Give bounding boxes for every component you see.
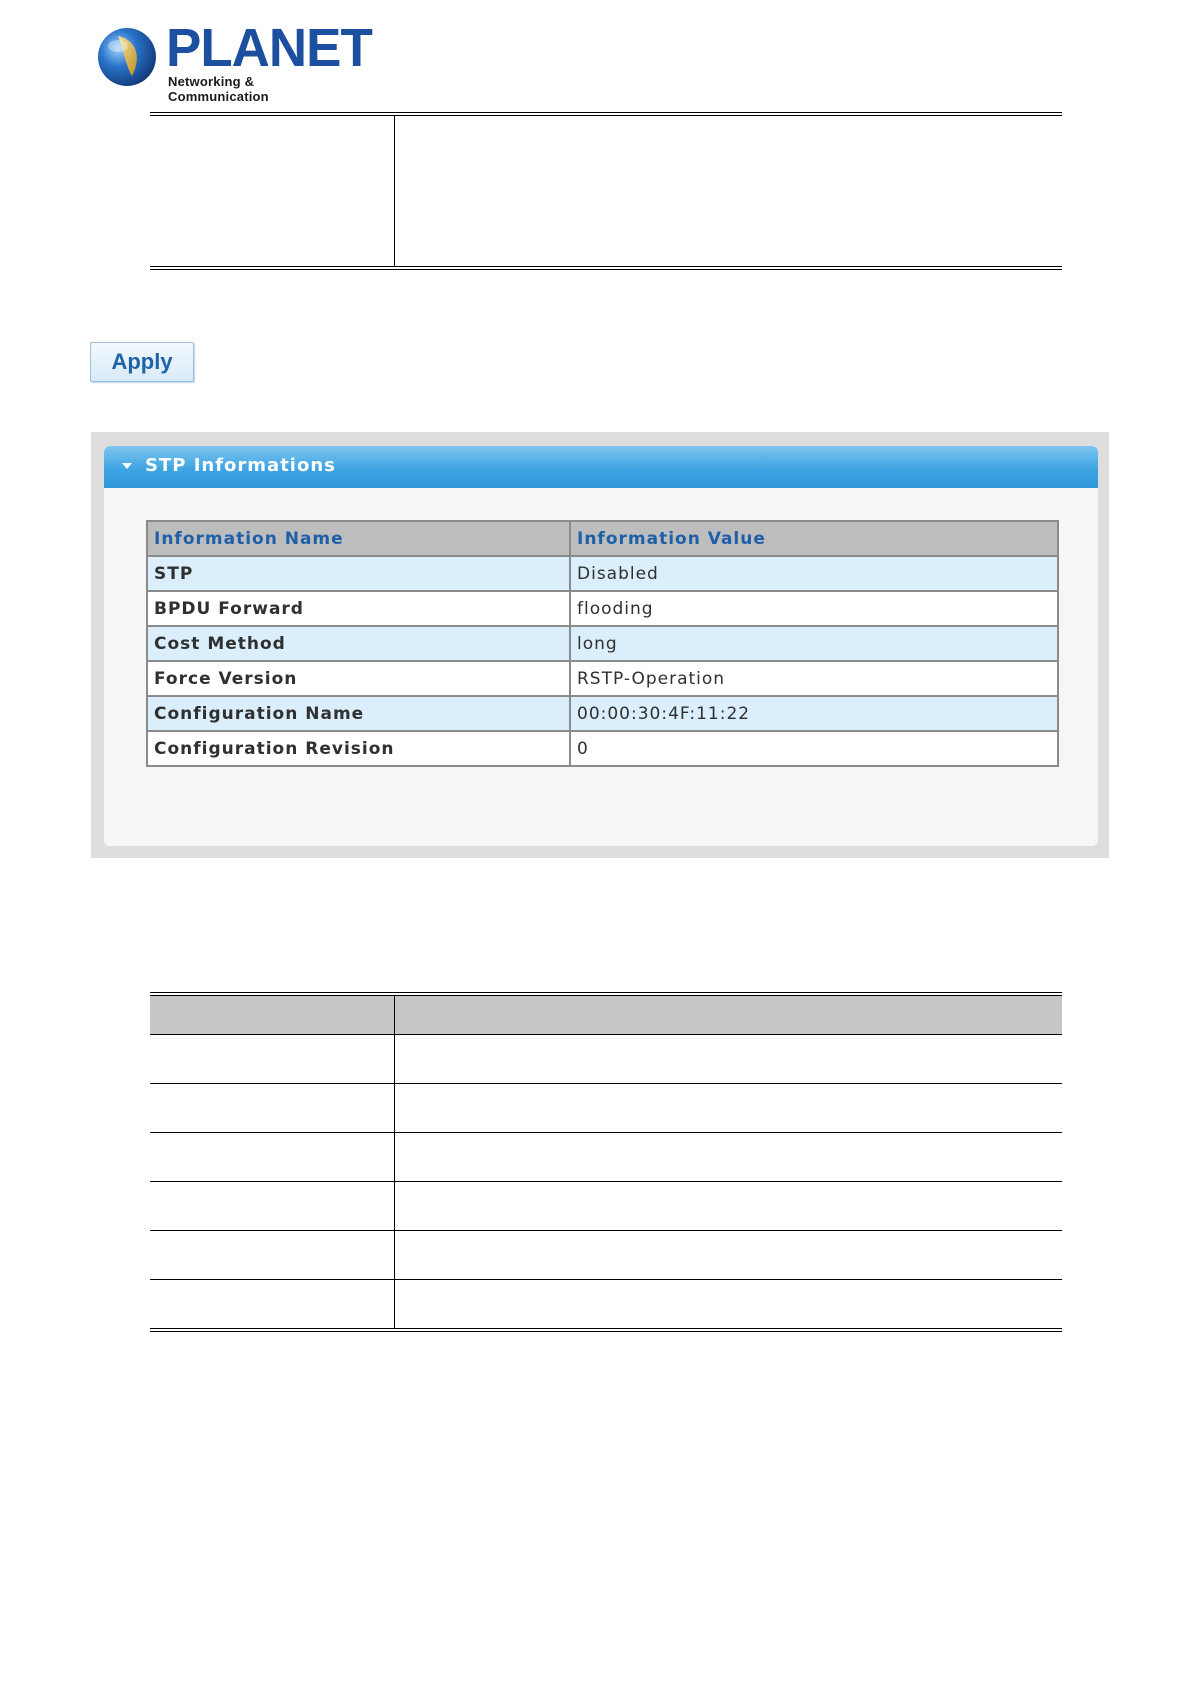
row-divider [150,1132,1062,1133]
table-header-band [150,996,1062,1035]
row-divider [150,1083,1062,1084]
info-value-cell: 00:00:30:4F:11:22 [570,696,1058,731]
table-row [147,556,1058,591]
table-header-row [147,521,1058,556]
info-name-cell: STP [147,556,570,591]
column-header-information-name: Information Name [147,521,570,556]
apply-button[interactable]: Apply [90,342,194,382]
row-divider [150,1279,1062,1280]
document-table-bottom [150,992,1062,1332]
stp-informations-panel [91,432,1109,858]
row-divider [150,1181,1062,1182]
globe-logo-icon [96,26,158,88]
row-divider [150,1230,1062,1231]
info-value-cell: Disabled [570,556,1058,591]
info-name-cell: Cost Method [147,626,570,661]
column-divider [394,996,395,1328]
info-name-cell: Configuration Revision [147,731,570,766]
table-row [147,661,1058,696]
panel-header[interactable] [104,446,1098,488]
info-value-cell: 0 [570,731,1058,766]
stp-info-table [146,520,1059,767]
table-row [147,591,1058,626]
collapse-caret-icon[interactable] [122,463,132,469]
table-row [147,626,1058,661]
document-table-top [150,112,1062,270]
planet-logo [96,18,372,104]
logo-wordmark: PLANET [166,18,372,78]
info-name-cell: Configuration Name [147,696,570,731]
info-name-cell: Force Version [147,661,570,696]
panel-body [104,446,1098,846]
logo-tagline: Networking & Communication [168,74,269,104]
info-value-cell: RSTP-Operation [570,661,1058,696]
info-value-cell: long [570,626,1058,661]
column-divider [394,116,395,266]
info-name-cell: BPDU Forward [147,591,570,626]
panel-title: STP Informations [145,455,336,476]
table-row [147,696,1058,731]
column-header-information-value: Information Value [570,521,1058,556]
info-value-cell: flooding [570,591,1058,626]
table-row [147,731,1058,766]
